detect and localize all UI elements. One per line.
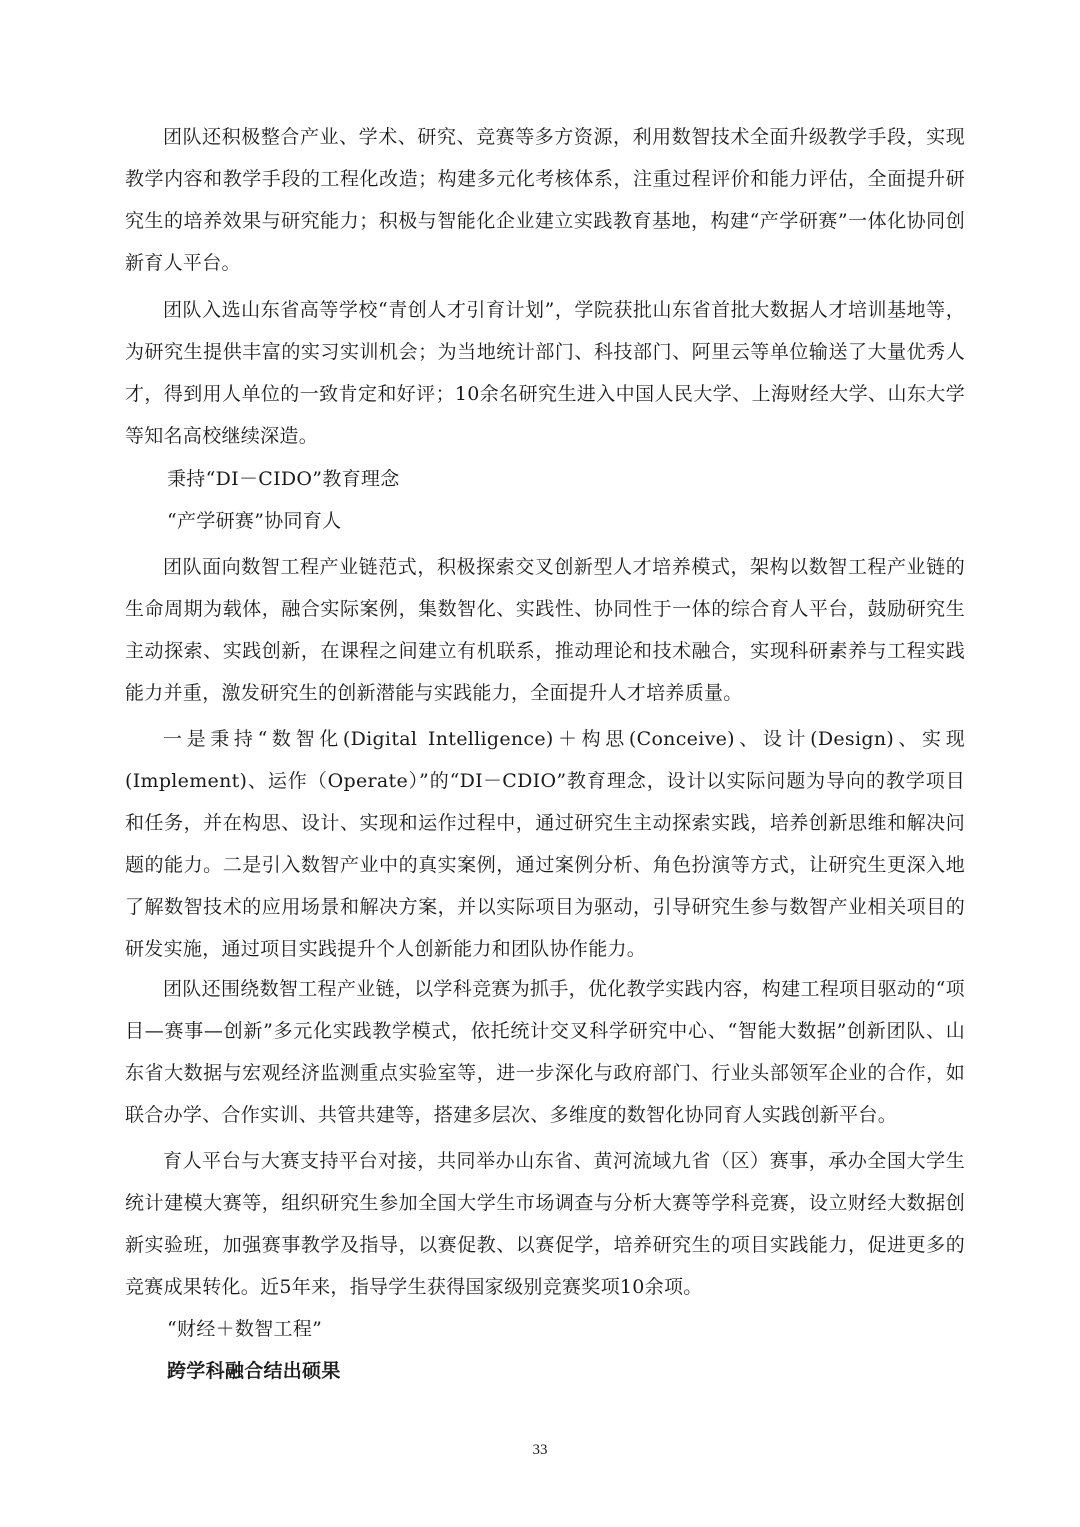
section-heading-di-cido: 秉持“DI－CIDO”教育理念 bbox=[167, 468, 400, 490]
paragraph-industry-chain: 团队面向数智工程产业链范式，积极探索交叉创新型人才培养模式，架构以数智工程产业链的生命周期为载体，融合实际案例，集数智化、实践性、协同性于一体的综合育人平台，鼓励研究生主动探索、实践创新，在课程之间建立有机联系，推动理论和技术融合，实现科研素养与工程实践能力并重，激发研究生的创新潜能与实践能力，全面提升人才培养质量。 bbox=[125, 556, 965, 704]
section-heading-finance-engineering: “财经＋数智工程” bbox=[167, 1318, 323, 1340]
paragraph-di-cdio: 一是秉持“数智化(Digital Intelligence)＋构思(Conceive)、设计(Design)、实现(Implement)、运作（Operate）”的“DI－CDIO”教育理念，设计以实际问题为导向的教学项目和任务，并在构思、设计、实现和运作过程中，通过研究生主动探索实践，培养创新思维和解决问题的能力。二是引入数智产业中的真实案例，通过案例分析、角色扮演等方式，让研究生更深入地了解数智技术的应用场景和解决方案，并以实际项目为驱动，引导研究生参与数智产业相关项目的研发实施，通过项目实践提升个人创新能力和团队协作能力。 bbox=[125, 728, 965, 960]
section-heading-industry-research: “产学研赛”协同育人 bbox=[167, 510, 342, 532]
page-number: 33 bbox=[532, 1442, 548, 1458]
paragraph-talent-program: 团队入选山东省高等学校“青创人才引育计划”，学院获批山东省首批大数据人才培训基地等，为研究生提供丰富的实习实训机会；为当地统计部门、科技部门、阿里云等单位输送了大量优秀人才，得到用人单位的一致肯定和好评；10余名研究生进入中国人民大学、上海财经大学、山东大学等知名高校继续深造。 bbox=[125, 299, 965, 447]
paragraph-competition-driven: 团队还围绕数智工程产业链，以学科竞赛为抓手，优化教学实践内容，构建工程项目驱动的“项目—赛事—创新”多元化实践教学模式，依托统计交叉科学研究中心、“智能大数据”创新团队、山东省大数据与宏观经济监测重点实验室等，进一步深化与政府部门、行业头部领军企业的合作，如联合办学、合作实训、共管共建等，搭建多层次、多维度的数智化协同育人实践创新平台。 bbox=[125, 978, 965, 1126]
paragraph-competition-platform: 育人平台与大赛支持平台对接，共同举办山东省、黄河流域九省（区）赛事，承办全国大学生统计建模大赛等，组织研究生参加全国大学生市场调查与分析大赛等学科竞赛，设立财经大数据创新实验班，加强赛事教学及指导，以赛促教、以赛促学，培养研究生的项目实践能力，促进更多的竞赛成果转化。近5年来，指导学生获得国家级别竞赛奖项10余项。 bbox=[125, 1150, 965, 1298]
section-heading-interdisciplinary: 跨学科融合结出硕果 bbox=[167, 1360, 341, 1382]
paragraph-resource-integration: 团队还积极整合产业、学术、研究、竞赛等多方资源，利用数智技术全面升级教学手段，实现教学内容和教学手段的工程化改造；构建多元化考核体系，注重过程评价和能力评估，全面提升研究生的培养效果与研究能力；积极与智能化企业建立实践教育基地，构建“产学研赛”一体化协同创新育人平台。 bbox=[125, 126, 965, 274]
